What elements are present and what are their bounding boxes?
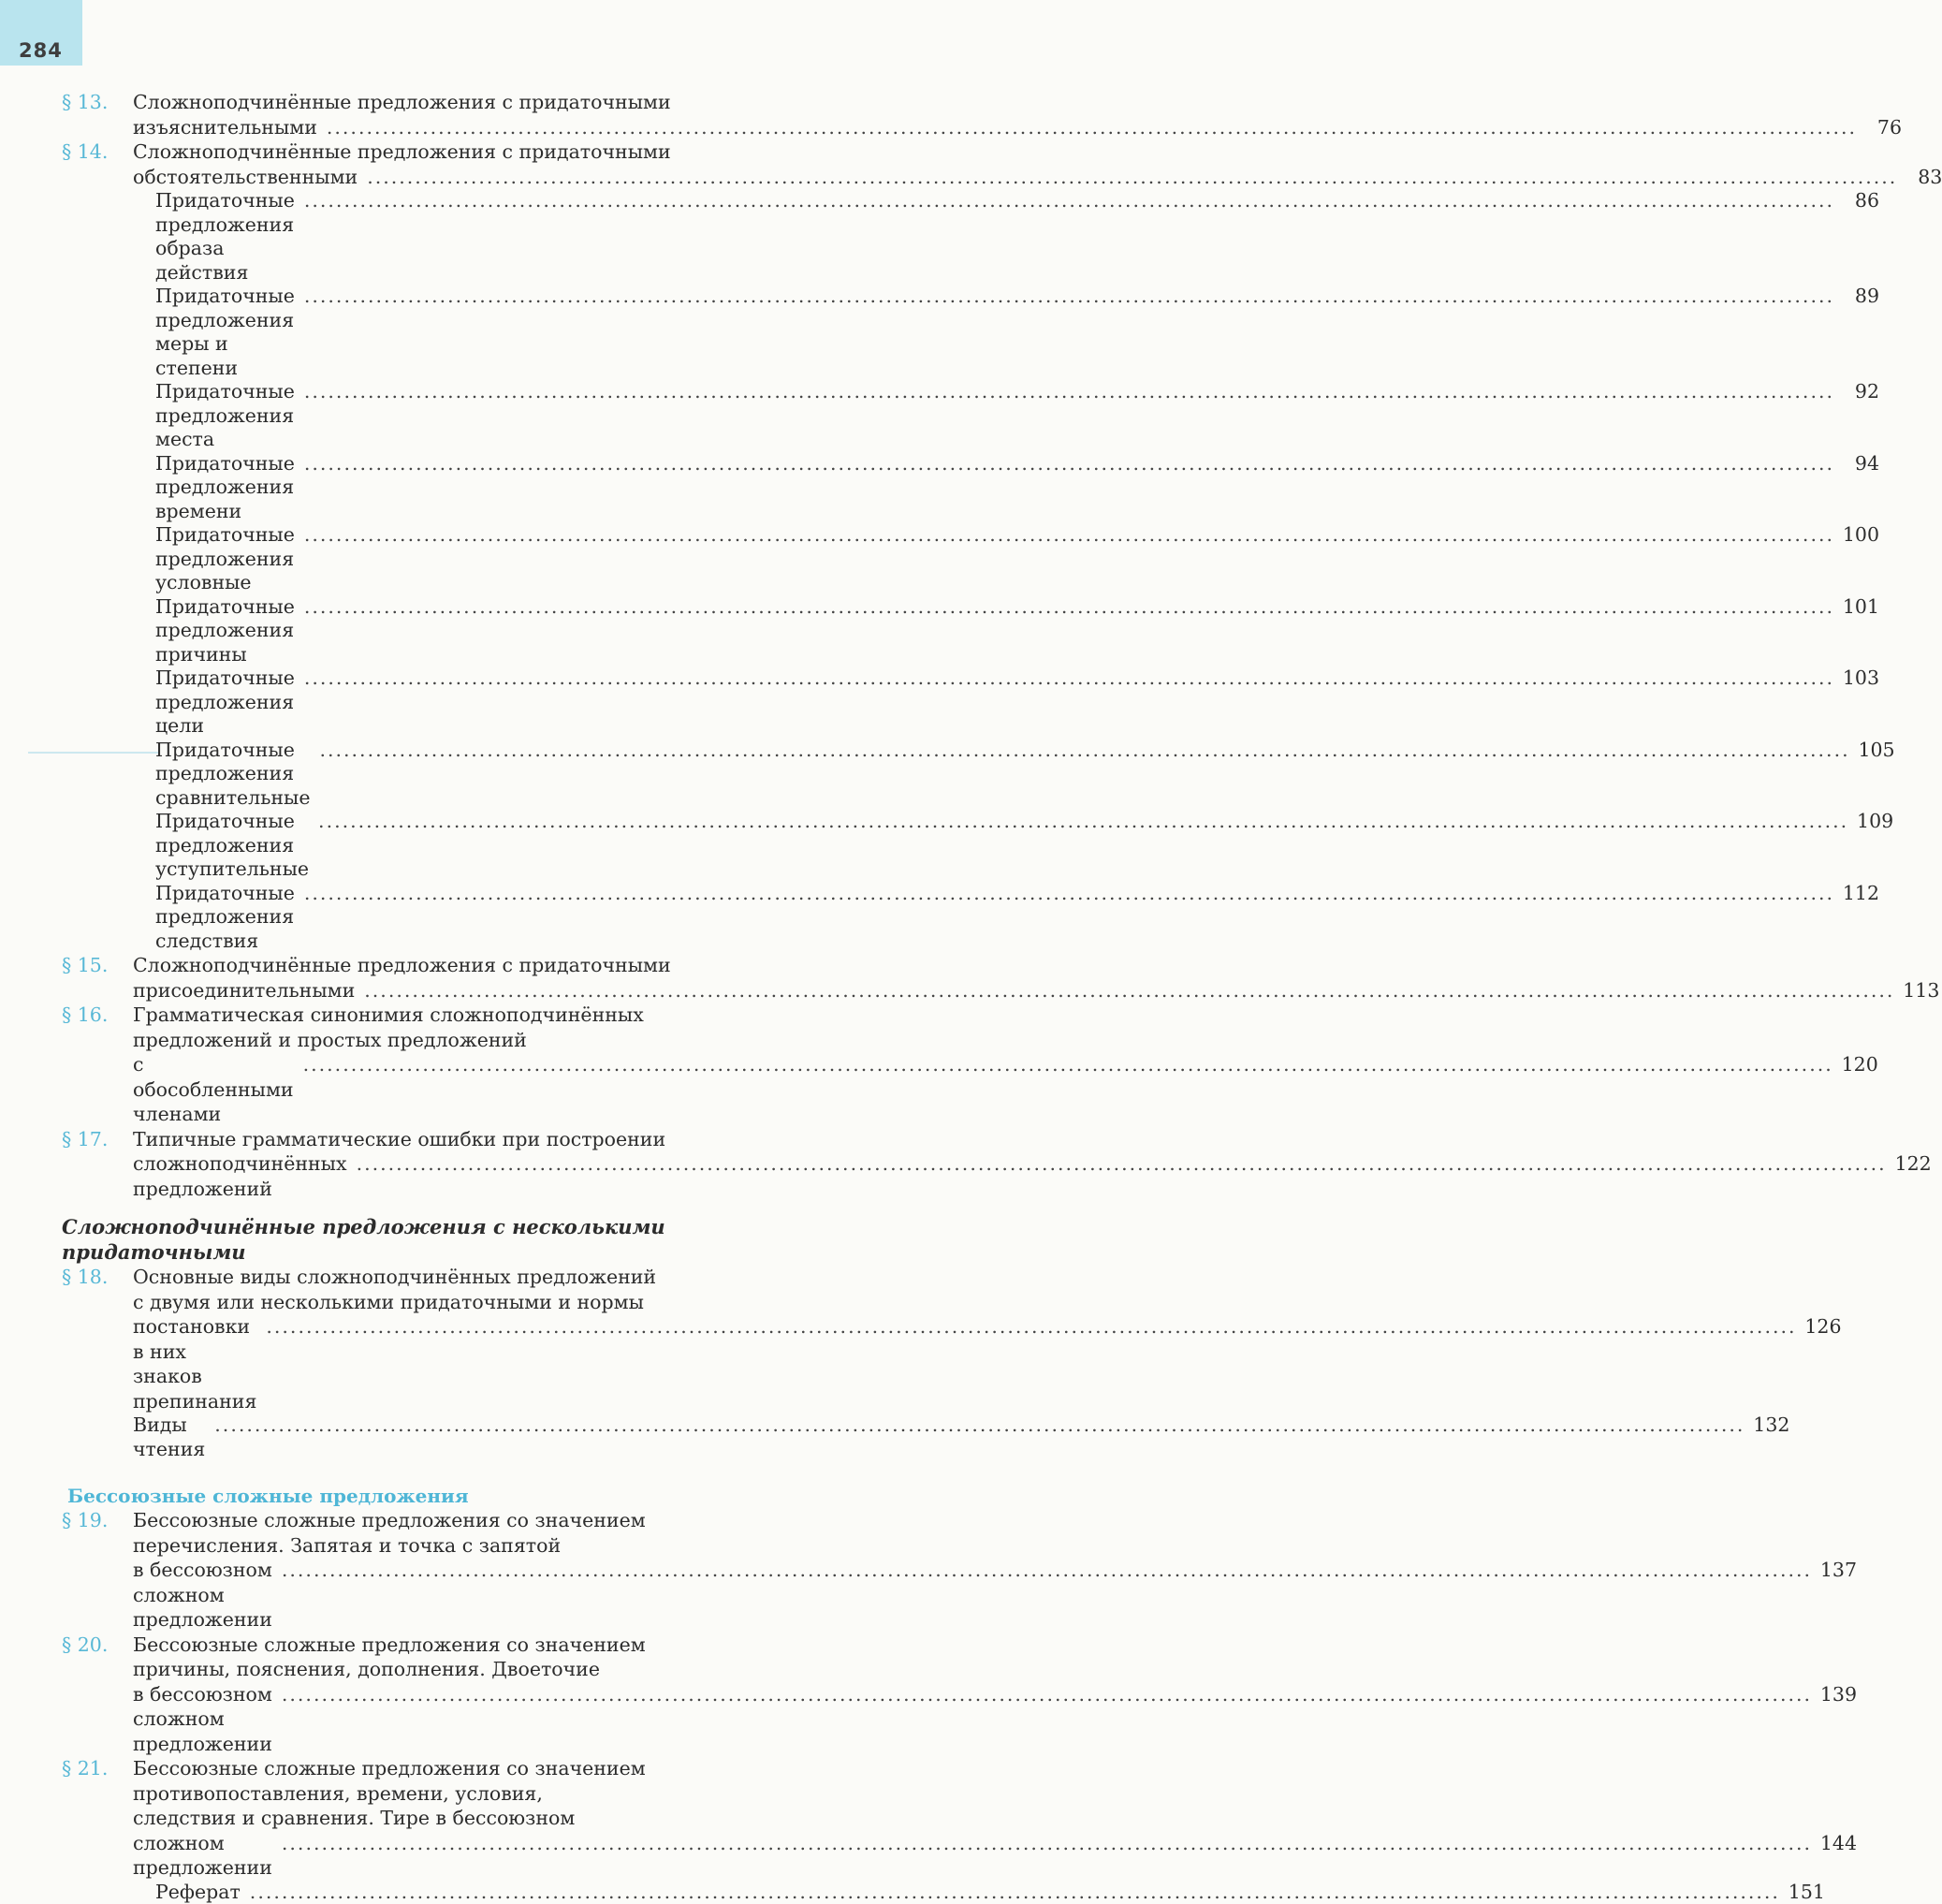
section-number: § 13. — [62, 90, 133, 115]
dot-leader — [318, 810, 1848, 834]
dot-leader — [303, 1052, 1833, 1077]
entry-title-line: обстоятельственными — [133, 165, 358, 190]
dot-leader — [304, 595, 1834, 620]
page-ref: 101 — [1840, 595, 1879, 620]
entry-title-line: Основные виды сложноподчинённых предложений — [133, 1265, 1842, 1290]
toc-subsection[interactable] — [62, 452, 792, 524]
dot-leader — [367, 165, 1897, 190]
page-ref: 126 — [1803, 1314, 1842, 1340]
entry-title-line: изъяснительными — [133, 115, 317, 140]
section-number: § 14. — [62, 139, 133, 165]
dot-leader — [282, 1682, 1812, 1707]
page-ref: 139 — [1818, 1682, 1857, 1707]
toc-subsection[interactable] — [62, 380, 792, 452]
entry-title-line: перечисления. Запятая и точка с запятой — [133, 1533, 1857, 1559]
entry-body — [133, 90, 1902, 139]
dot-leader — [304, 380, 1834, 404]
toc-entry[interactable] — [62, 1633, 792, 1757]
section-number: § 18. — [62, 1265, 133, 1290]
page-ref: 112 — [1840, 882, 1879, 906]
page-ref: 76 — [1862, 115, 1902, 140]
dot-leader — [319, 739, 1849, 763]
entry-body — [133, 1003, 1878, 1127]
entry-title-line: противопоставления, времени, условия, — [133, 1781, 1857, 1807]
subsection-title: Придаточные предложения образа действия — [155, 189, 295, 285]
page-ref: 100 — [1840, 523, 1879, 548]
entry-last-line — [133, 1558, 1857, 1633]
page-ref: 151 — [1786, 1881, 1825, 1904]
page-ref: 89 — [1840, 285, 1879, 309]
toc-entry[interactable] — [62, 90, 792, 139]
toc-subsection[interactable] — [62, 810, 792, 882]
page-ref: 103 — [1840, 666, 1879, 691]
subsection-title: Придаточные предложения меры и степени — [155, 285, 295, 380]
entry-title-line: Бессоюзные сложные предложения со значением — [133, 1756, 1857, 1781]
toc-entry[interactable] — [62, 1127, 792, 1202]
dot-leader — [250, 1881, 1780, 1904]
page-ref: 137 — [1818, 1558, 1857, 1583]
entry-title-line: Сложноподчинённые предложения с придаточными — [133, 953, 1939, 978]
subsection-title: Придаточные предложения следствия — [155, 882, 295, 954]
dot-leader — [266, 1314, 1796, 1340]
entry-title-line: сложноподчинённых предложений — [133, 1151, 347, 1201]
entry-title-line: Грамматическая синонимия сложноподчинённых — [133, 1003, 1878, 1028]
toc-subsection[interactable] — [62, 523, 792, 595]
toc-entry[interactable] — [62, 139, 792, 189]
dot-leader — [214, 1413, 1745, 1438]
subsection-title: Придаточные предложения места — [155, 380, 295, 452]
page-ref: 105 — [1856, 739, 1895, 763]
entry-body — [133, 1508, 1857, 1633]
section-number: § 17. — [62, 1127, 133, 1152]
dot-leader — [282, 1831, 1812, 1856]
page-ref: 92 — [1840, 380, 1879, 404]
dot-leader — [304, 452, 1834, 476]
table-of-contents — [62, 90, 792, 1904]
dot-leader — [304, 882, 1834, 906]
entry-body — [133, 1127, 1932, 1202]
section-number: § 16. — [62, 1003, 133, 1028]
subsection-title: Придаточные предложения цели — [155, 666, 295, 739]
subsection-title: Придаточные предложения условные — [155, 523, 295, 595]
section-heading-multiple — [62, 1214, 792, 1265]
entry-title-line: присоединительными — [133, 978, 355, 1003]
entry-last-line — [133, 1314, 1842, 1413]
toc-subsections-14 — [62, 189, 792, 953]
dot-leader — [282, 1558, 1812, 1583]
toc-block-18 — [62, 1265, 792, 1413]
dot-leader — [327, 115, 1857, 140]
entry-title-line: в бессоюзном сложном предложении — [133, 1682, 272, 1757]
page-ref: 86 — [1840, 189, 1879, 213]
subsection-title: Придаточные предложения времени — [155, 452, 295, 524]
toc-block-15-17 — [62, 953, 792, 1201]
entry-title-line: Сложноподчинённые предложения с придаточными — [133, 139, 1942, 165]
page-ref: 132 — [1750, 1413, 1789, 1438]
toc-subsection[interactable] — [62, 739, 792, 811]
page-ref: 83 — [1903, 165, 1942, 190]
dot-leader — [304, 666, 1834, 691]
heading-line: придаточными — [62, 1239, 792, 1265]
dot-leader — [304, 523, 1834, 548]
entry-last-line — [133, 1052, 1878, 1127]
page-number: 284 — [19, 39, 63, 62]
section-number: § 21. — [62, 1756, 133, 1781]
entry-title-line: Сложноподчинённые предложения с придаточными — [133, 90, 1902, 115]
toc-entry[interactable] — [62, 1003, 792, 1127]
toc-subsection[interactable] — [62, 1881, 792, 1904]
entry-last-line — [133, 115, 1902, 140]
toc-subsection[interactable] — [62, 666, 792, 739]
toc-entry[interactable] — [62, 1756, 792, 1881]
entry-title-line: предложений и простых предложений — [133, 1028, 1878, 1053]
toc-block-19-21 — [62, 1508, 792, 1881]
heading-line: Сложноподчинённые предложения с несколькими — [62, 1214, 792, 1239]
section-heading-asyndetic: Бессоюзные сложные предложения — [67, 1484, 792, 1508]
entry-last-line — [133, 1831, 1857, 1881]
entry-body — [133, 139, 1942, 189]
dot-leader — [304, 189, 1834, 213]
section-number: § 19. — [62, 1508, 133, 1533]
section-number: § 15. — [62, 953, 133, 978]
dot-leader — [304, 285, 1834, 309]
entry-last-line — [133, 1682, 1857, 1757]
toc-entry[interactable] — [62, 1265, 792, 1413]
entry-title-line: с двумя или несколькими придаточными и нормы — [133, 1290, 1842, 1315]
entry-last-line — [133, 978, 1939, 1003]
entry-title-line: Бессоюзные сложные предложения со значением — [133, 1508, 1857, 1533]
entry-title-line: сложном предложении — [133, 1831, 272, 1881]
page-ref: 144 — [1818, 1831, 1857, 1856]
entry-body — [133, 1633, 1857, 1757]
entry-body — [133, 1265, 1842, 1413]
toc-subsection[interactable] — [62, 189, 792, 285]
page-ref: 122 — [1892, 1151, 1932, 1177]
subsection-title: Виды чтения — [133, 1413, 205, 1461]
entry-title-line: причины, пояснения, дополнения. Двоеточие — [133, 1657, 1857, 1682]
entry-title-line: Бессоюзные сложные предложения со значением — [133, 1633, 1857, 1658]
toc-entry[interactable] — [62, 953, 792, 1003]
entry-title-line: постановки в них знаков препинания — [133, 1314, 256, 1413]
entry-body — [133, 1756, 1857, 1881]
page-ref: 94 — [1840, 452, 1879, 476]
entry-body — [133, 953, 1939, 1003]
dot-leader — [364, 978, 1894, 1003]
page-ref: 113 — [1900, 978, 1939, 1003]
subsection-title: Придаточные предложения сравнительные — [155, 739, 310, 811]
toc-subsection[interactable] — [62, 1413, 792, 1461]
subsection-title: Реферат — [155, 1881, 241, 1904]
page-ref: 120 — [1839, 1052, 1878, 1077]
page-ref: 109 — [1854, 810, 1893, 834]
entry-last-line — [133, 165, 1942, 190]
toc-subsection[interactable] — [62, 285, 792, 380]
entry-title-line: следствия и сравнения. Тире в бессоюзном — [133, 1806, 1857, 1831]
section-number: § 20. — [62, 1633, 133, 1658]
toc-block-13-14 — [62, 90, 792, 189]
subsection-title: Придаточные предложения причины — [155, 595, 295, 667]
entry-title-line: в бессоюзном сложном предложении — [133, 1558, 272, 1633]
toc-entry[interactable] — [62, 1508, 792, 1633]
entry-title-line: с обособленными членами — [133, 1052, 294, 1127]
entry-last-line — [133, 1151, 1932, 1201]
toc-subsection[interactable] — [62, 595, 792, 667]
subsection-title: Придаточные предложения уступительные — [155, 810, 309, 882]
dot-leader — [357, 1151, 1887, 1177]
toc-subsection[interactable] — [62, 882, 792, 954]
entry-title-line: Типичные грамматические ошибки при построении — [133, 1127, 1932, 1152]
